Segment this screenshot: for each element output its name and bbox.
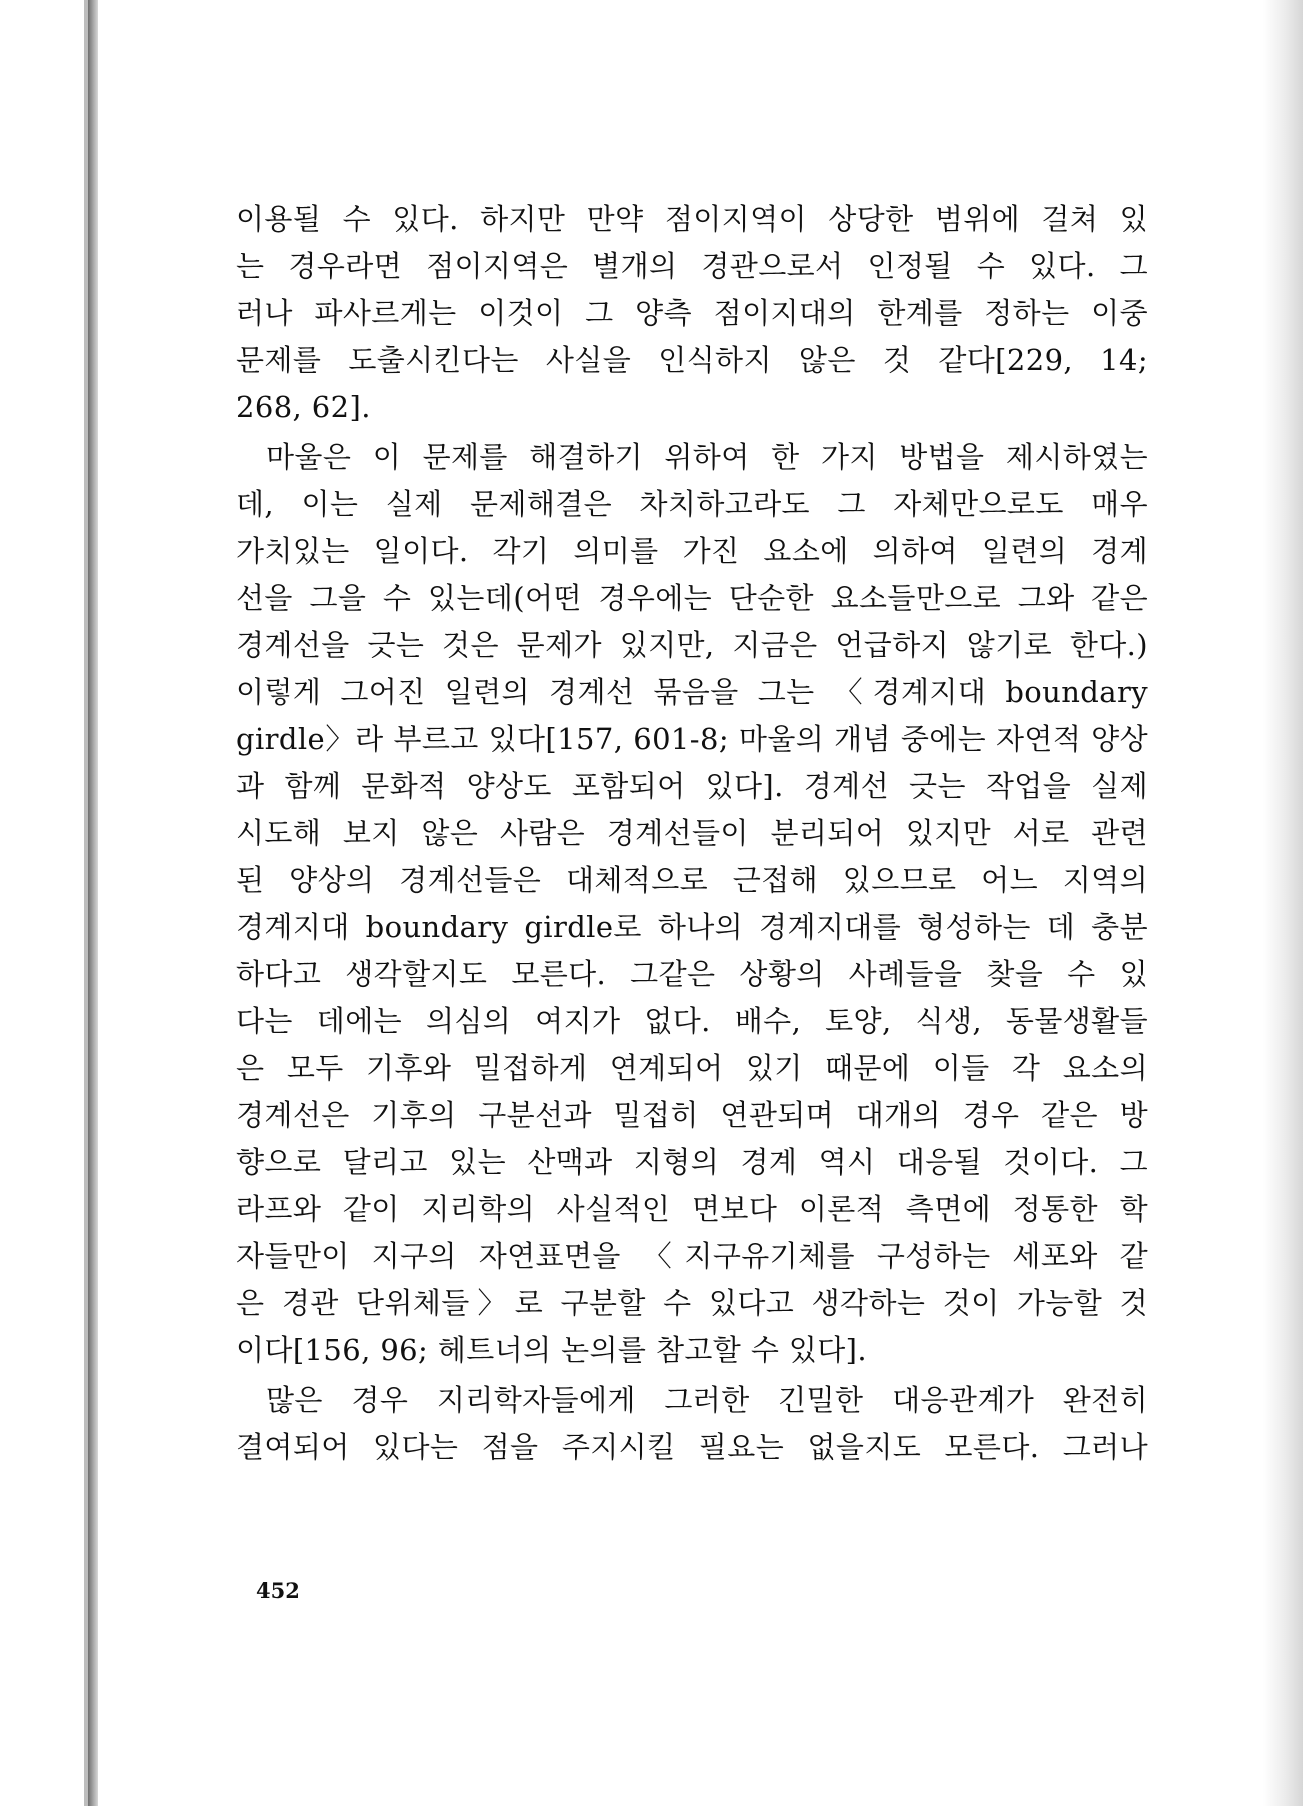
text-line: 데, 이는 실제 문제해결은 차치하고라도 그 자체만으로도 매우 bbox=[236, 487, 1149, 521]
text-line: 결여되어 있다는 점을 주지시킬 필요는 없을지도 모른다. 그러나 bbox=[236, 1430, 1148, 1464]
text-line: 라프와 같이 지리학의 사실적인 면보다 이론적 측면에 정통한 학 bbox=[236, 1192, 1148, 1226]
page-number: 452 bbox=[256, 1578, 300, 1603]
text-line: 향으로 달리고 있는 산맥과 지형의 경계 역시 대응될 것이다. 그 bbox=[236, 1145, 1148, 1179]
text-line: 가치있는 일이다. 각기 의미를 가진 요소에 의하여 일련의 경계 bbox=[236, 534, 1148, 568]
text-line: 과 함께 문화적 양상도 포함되어 있다]. 경계선 긋는 작업을 실제 bbox=[236, 769, 1148, 803]
text-line: 다는 데에는 의심의 여지가 없다. 배수, 토양, 식생, 동물생활들 bbox=[236, 1004, 1148, 1038]
text-line: 이렇게 그어진 일련의 경계선 묶음을 그는 〈경계지대 boundary bbox=[236, 675, 1148, 709]
book-page bbox=[98, 0, 1263, 1806]
page-body-text bbox=[236, 196, 1148, 1471]
text-line: 이용될 수 있다. 하지만 만약 점이지역이 상당한 범위에 걸쳐 있 bbox=[236, 202, 1148, 236]
text-line: 된 양상의 경계선들은 대체적으로 근접해 있으므로 어느 지역의 bbox=[236, 863, 1148, 897]
text-line: 자들만이 지구의 자연표면을 〈지구유기체를 구성하는 세포와 같 bbox=[236, 1239, 1148, 1273]
text-line: 문제를 도출시킨다는 사실을 인식하지 않은 것 같다[229, 14; bbox=[236, 343, 1148, 377]
paragraph bbox=[236, 434, 1148, 1374]
text-line: 시도해 보지 않은 사람은 경계선들이 분리되어 있지만 서로 관련 bbox=[236, 816, 1148, 850]
text-line: 러나 파사르게는 이것이 그 양측 점이지대의 한계를 정하는 이중 bbox=[236, 296, 1148, 330]
text-line: 268, 62]. bbox=[236, 390, 371, 424]
text-line: 경계선은 기후의 구분선과 밀접히 연관되며 대개의 경우 같은 방 bbox=[236, 1098, 1148, 1132]
text-line: girdle〉라 부르고 있다[157, 601-8; 마울의 개념 중에는 자연적 양상 bbox=[236, 722, 1148, 756]
page-right-shadow bbox=[1263, 0, 1303, 1806]
text-line: 는 경우라면 점이지역은 별개의 경관으로서 인정될 수 있다. 그 bbox=[236, 249, 1148, 283]
text-line: 하다고 생각할지도 모른다. 그같은 상황의 사례들을 찾을 수 있 bbox=[236, 957, 1148, 991]
text-line: 이다[156, 96; 헤트너의 논의를 참고할 수 있다]. bbox=[236, 1333, 868, 1367]
paragraph bbox=[236, 196, 1148, 431]
text-line: 마울은 이 문제를 해결하기 위하여 한 가지 방법을 제시하였는 bbox=[266, 440, 1148, 474]
page-binding-shadow bbox=[88, 0, 98, 1806]
text-line: 경계지대 boundary girdle로 하나의 경계지대를 형성하는 데 충분 bbox=[236, 910, 1148, 944]
paragraph bbox=[236, 1377, 1148, 1471]
text-line: 많은 경우 지리학자들에게 그러한 긴밀한 대응관계가 완전히 bbox=[266, 1383, 1148, 1417]
text-line: 은 경관 단위체들〉로 구분할 수 있다고 생각하는 것이 가능할 것 bbox=[236, 1286, 1148, 1320]
text-line: 경계선을 긋는 것은 문제가 있지만, 지금은 언급하지 않기로 한다.) bbox=[236, 628, 1148, 662]
text-line: 은 모두 기후와 밀접하게 연계되어 있기 때문에 이들 각 요소의 bbox=[236, 1051, 1148, 1085]
text-line: 선을 그을 수 있는데(어떤 경우에는 단순한 요소들만으로 그와 같은 bbox=[236, 581, 1148, 615]
